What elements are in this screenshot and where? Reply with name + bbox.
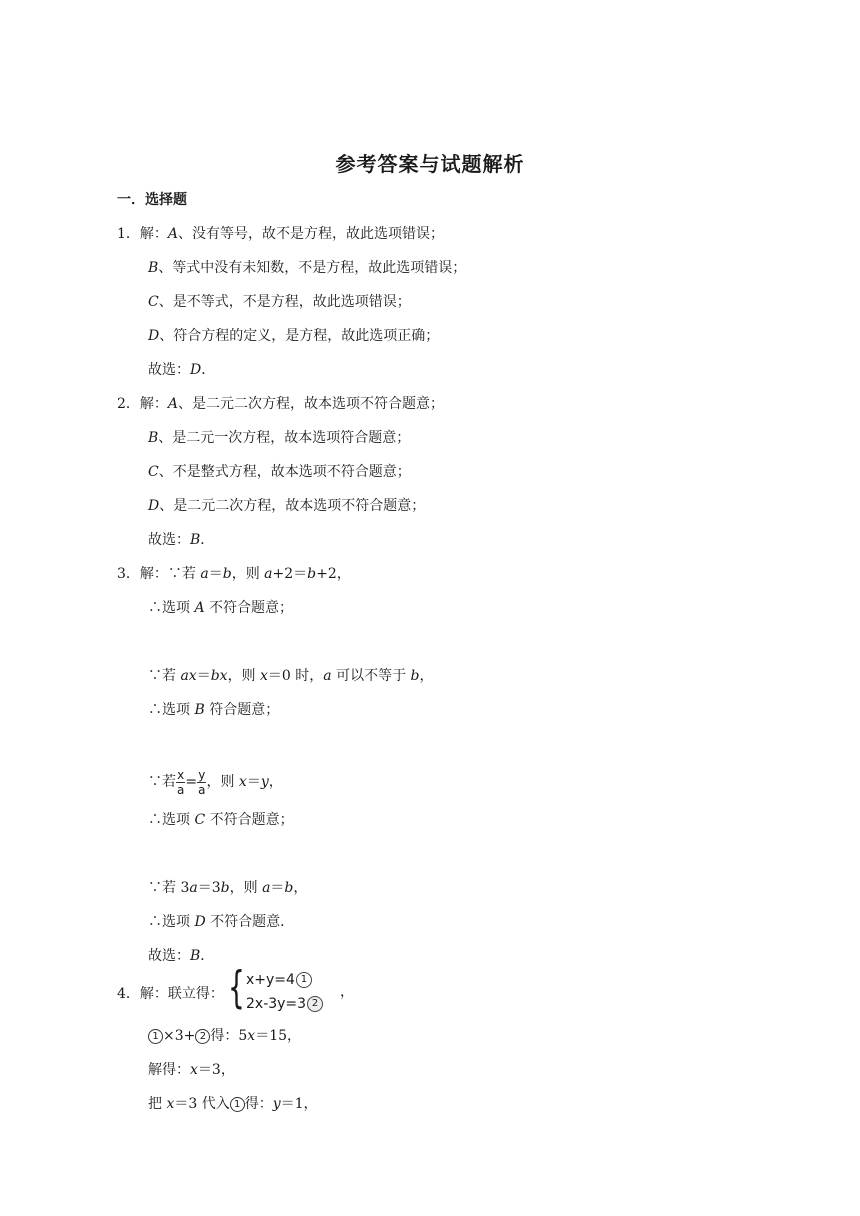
q4-line-2: 1 ×3+ 2 得：5x＝15， (148, 1026, 301, 1046)
section-heading: 一．选择题 (117, 192, 187, 208)
q2-line-1: 2．解：A、是二元二次方程，故本选项不符合题意； (117, 396, 445, 412)
q2-line-3: C、不是整式方程，故本选项不符合题意； (148, 464, 411, 480)
q3-line-8: ∴选项 D 不符合题意． (148, 914, 295, 930)
q1-line-1: 1．解：A、没有等号，故不是方程，故此选项错误； (117, 226, 445, 242)
q2-answer: 故选：B． (148, 532, 215, 548)
q3-line-5: ∵若 $\frac{x}{a}$ = $\frac{y}{a}$ ，则 x＝y， (148, 767, 283, 797)
q1-line-4: D、符合方程的定义，是方程，故此选项正确； (148, 328, 440, 344)
system-equation-2: 2x-3y=3 2 (246, 994, 323, 1014)
q2-line-2: B、是二元一次方程，故本选项符合题意； (148, 430, 411, 446)
q3-line-7: ∵若 3a＝3b，则 a＝b， (148, 880, 308, 896)
q3-line-1: 3．解：∵若 a＝b，则 a+2＝b+2， (117, 566, 351, 582)
q1-line-2: B、等式中没有未知数，不是方程，故此选项错误； (148, 260, 467, 276)
q1-answer: 故选：D． (148, 362, 216, 378)
q3-line-6: ∴选项 C 不符合题意； (148, 812, 294, 828)
q3-line-2: ∴选项 A 不符合题意； (148, 600, 294, 616)
q1-line-3: C、是不等式，不是方程，故此选项错误； (148, 294, 411, 310)
q3-line-4: ∴选项 B 符合题意； (148, 702, 280, 718)
q4-line-4: 把 x＝3 代入 1 得：y＝1， (148, 1096, 318, 1112)
system-comma: ， (340, 984, 354, 1000)
system-equation-1: x+y=4 1 (246, 970, 312, 990)
page-title: 参考答案与试题解析 (335, 152, 525, 176)
q4-line-3: 解得：x＝3， (148, 1062, 235, 1078)
left-brace-icon: { (228, 962, 245, 1013)
fraction-y-over-a: $\frac{y}{a}$ (198, 767, 206, 797)
q3-answer: 故选：B． (148, 948, 215, 964)
q2-line-4: D、是二元二次方程，故本选项不符合题意； (148, 498, 426, 514)
q4-line-1: 4．解：联立得： (117, 986, 224, 1002)
q3-line-3: ∵若 ax＝bx，则 x＝0 时，a 可以不等于 b， (148, 668, 434, 684)
fraction-x-over-a: $\frac{x}{a}$ (177, 767, 185, 797)
